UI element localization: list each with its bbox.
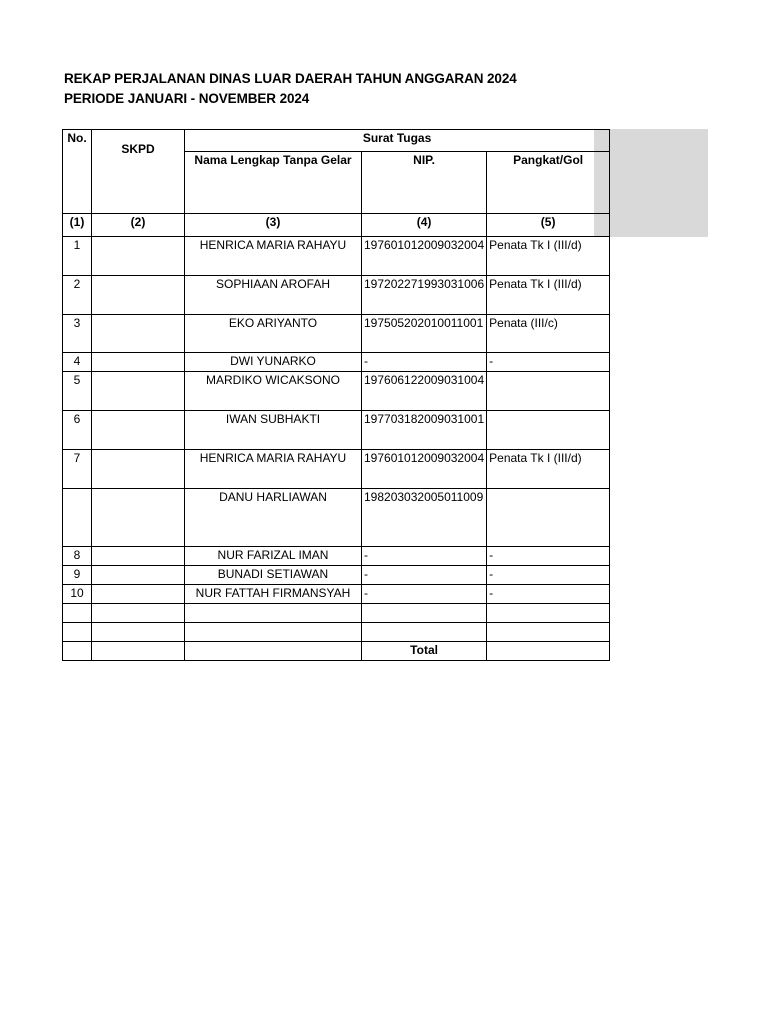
cell-skpd <box>92 585 185 604</box>
header-pangkat: Pangkat/Gol <box>487 152 610 214</box>
cell-no <box>63 489 92 547</box>
cell-nip: 197601012009032004 <box>362 450 487 489</box>
cell-skpd <box>92 489 185 547</box>
header-nama: Nama Lengkap Tanpa Gelar <box>185 152 362 214</box>
cell-nip: 197202271993031006 <box>362 276 487 315</box>
col-number: (5) <box>487 214 610 237</box>
cell-pangkat <box>487 489 610 547</box>
cell-nama: EKO ARIYANTO <box>185 315 362 353</box>
cell-skpd <box>92 237 185 276</box>
cell-skpd <box>92 547 185 566</box>
header-no: No. <box>63 130 92 214</box>
report-title: REKAP PERJALANAN DINAS LUAR DAERAH TAHUN ANGGARAN 2024 <box>64 71 517 86</box>
cell-skpd <box>92 315 185 353</box>
header-skpd: SKPD <box>92 130 185 214</box>
total-row-blank <box>63 642 92 661</box>
cell-nama: IWAN SUBHAKTI <box>185 411 362 450</box>
cell-pangkat: Penata Tk I (III/d) <box>487 450 610 489</box>
cell-pangkat: - <box>487 566 610 585</box>
table-row <box>63 353 610 372</box>
cell-nip: 197606122009031004 <box>362 372 487 411</box>
table-row <box>63 547 610 566</box>
col-number: (2) <box>92 214 185 237</box>
cell-pangkat <box>487 623 610 642</box>
report-period: PERIODE JANUARI - NOVEMBER 2024 <box>64 91 310 106</box>
cell-nip: 197601012009032004 <box>362 237 487 276</box>
cell-pangkat: Penata Tk I (III/d) <box>487 276 610 315</box>
cell-skpd <box>92 450 185 489</box>
cell-skpd <box>92 353 185 372</box>
cell-no: 2 <box>63 276 92 315</box>
cell-nip: 198203032005011009 <box>362 489 487 547</box>
cell-pangkat <box>487 372 610 411</box>
cell-pangkat <box>487 604 610 623</box>
cell-pangkat: - <box>487 547 610 566</box>
cell-no: 10 <box>63 585 92 604</box>
cell-no: 9 <box>63 566 92 585</box>
total-value <box>487 642 610 661</box>
header-surat-tugas: Surat Tugas <box>185 130 610 152</box>
cell-skpd <box>92 566 185 585</box>
cell-pangkat: - <box>487 585 610 604</box>
cell-nip: - <box>362 353 487 372</box>
cell-skpd <box>92 604 185 623</box>
header-nip: NIP. <box>362 152 487 214</box>
cell-nip: 197703182009031001 <box>362 411 487 450</box>
total-row-blank <box>92 642 185 661</box>
col-number: (4) <box>362 214 487 237</box>
table-row <box>63 372 610 411</box>
cell-no: 7 <box>63 450 92 489</box>
cell-nama: HENRICA MARIA RAHAYU <box>185 450 362 489</box>
cell-skpd <box>92 411 185 450</box>
cell-no: 5 <box>63 372 92 411</box>
cell-nama <box>185 623 362 642</box>
table-row <box>63 604 610 623</box>
cell-nama: NUR FARIZAL IMAN <box>185 547 362 566</box>
table-row <box>63 585 610 604</box>
table-row <box>63 489 610 547</box>
cell-nip <box>362 623 487 642</box>
cell-skpd <box>92 372 185 411</box>
cell-nip <box>362 604 487 623</box>
table-row <box>63 276 610 315</box>
cell-nama: DANU HARLIAWAN <box>185 489 362 547</box>
cell-nama: MARDIKO WICAKSONO <box>185 372 362 411</box>
cell-skpd <box>92 276 185 315</box>
total-label: Total <box>362 642 487 661</box>
cell-no <box>63 623 92 642</box>
cell-nip: - <box>362 566 487 585</box>
cell-no: 3 <box>63 315 92 353</box>
total-row-blank <box>185 642 362 661</box>
table-row <box>63 237 610 276</box>
col-number: (1) <box>63 214 92 237</box>
cell-nama: BUNADI SETIAWAN <box>185 566 362 585</box>
cell-pangkat: Penata (III/c) <box>487 315 610 353</box>
cell-nip: - <box>362 585 487 604</box>
cell-nip: - <box>362 547 487 566</box>
cell-no <box>63 604 92 623</box>
cell-nama: DWI YUNARKO <box>185 353 362 372</box>
column-number-row <box>63 214 610 237</box>
rekap-table <box>62 129 610 661</box>
cell-nama: HENRICA MARIA RAHAYU <box>185 237 362 276</box>
cell-no: 6 <box>63 411 92 450</box>
table-row <box>63 623 610 642</box>
cell-nama <box>185 604 362 623</box>
cell-nama: SOPHIAAN AROFAH <box>185 276 362 315</box>
grey-header-band <box>594 129 708 237</box>
table-row <box>63 411 610 450</box>
cell-nama: NUR FATTAH FIRMANSYAH <box>185 585 362 604</box>
cell-pangkat: - <box>487 353 610 372</box>
cell-pangkat: Penata Tk I (III/d) <box>487 237 610 276</box>
table-row <box>63 450 610 489</box>
cell-no: 1 <box>63 237 92 276</box>
col-number: (3) <box>185 214 362 237</box>
table-row <box>63 315 610 353</box>
total-row <box>63 642 610 661</box>
cell-no: 8 <box>63 547 92 566</box>
table-row <box>63 566 610 585</box>
cell-no: 4 <box>63 353 92 372</box>
cell-nip: 197505202010011001 <box>362 315 487 353</box>
cell-skpd <box>92 623 185 642</box>
cell-pangkat <box>487 411 610 450</box>
